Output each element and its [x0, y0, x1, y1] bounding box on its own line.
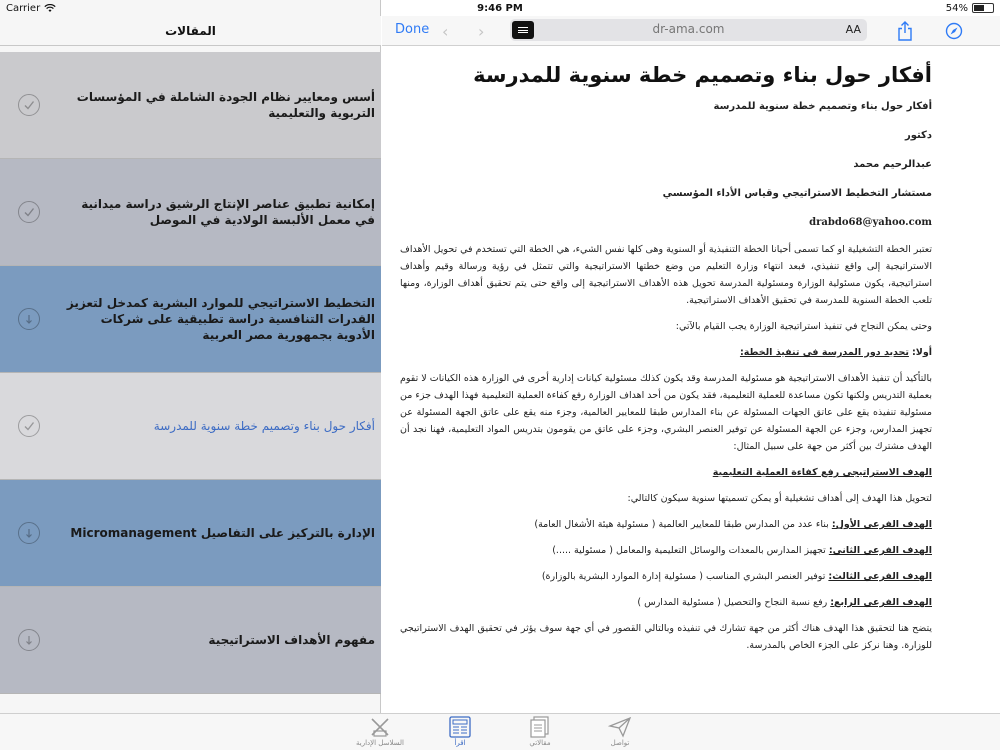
article-subtitle: أفكار حول بناء وتصميم خطة سنوية للمدرسة — [713, 101, 932, 112]
send-icon — [608, 716, 632, 738]
carrier-label: Carrier — [6, 2, 41, 14]
author-title: دكتور — [904, 130, 932, 141]
article-title: أفكار حول بناء وتصميم خطة سنوية للمدرسة — [153, 419, 375, 433]
forward-button[interactable]: › — [478, 22, 485, 41]
list-item[interactable] — [0, 480, 381, 587]
sub-goal-label: الهدف الفرعي الثالث: — [828, 571, 932, 582]
author-role: مستشار التخطيط الاستراتيجي وقياس الأداء المؤسسي — [662, 188, 932, 199]
goal-heading: الهدف الاستراتيجي رفع كفاءة العملية التعليمية — [712, 467, 932, 478]
tab-read[interactable] — [425, 716, 495, 747]
tab-label: السلاسل الإدارية — [356, 739, 404, 747]
sub-goal-4 — [400, 594, 932, 611]
download-icon — [18, 629, 40, 651]
article-title: الإدارة بالتركيز على التفاصيل Micromanagement — [70, 526, 375, 540]
list-item[interactable] — [0, 52, 381, 159]
address-bar[interactable] — [510, 19, 867, 41]
articles-header — [0, 16, 381, 46]
browser-toolbar — [382, 16, 1000, 46]
article-title: التخطيط الاستراتيجي للموارد البشرية كمدخل لتعزيز القدرات التنافسية دراسة تطبيقية على شركات الأدوية بجمهورية مصر العربية — [66, 296, 375, 342]
list-item[interactable] — [0, 159, 381, 266]
articles-title: المقالات — [165, 23, 216, 38]
sub-goal-text: بناء عدد من المدارس طبقا للمعايير العالمية ( مسئولية هيئة الأشغال العامة) — [534, 519, 829, 530]
sub-goal-label: الهدف الفرعي الثاني: — [828, 545, 932, 556]
paragraph-2: وحتى يمكن النجاح في تنفيذ استراتيجية الوزارة يجب القيام بالآتي: — [675, 321, 932, 332]
paragraph-4: لتحويل هذا الهدف إلى أهداف تشغيلية أو يمكن تسميتها سنوية سيكون كالتالي: — [627, 493, 932, 504]
tools-icon — [368, 716, 392, 738]
download-icon — [18, 308, 40, 330]
sub-goal-label: الهدف الفرعي الرابع: — [830, 597, 932, 608]
sub-goal-text: تجهيز المدارس بالمعدات والوسائل التعليمية والمعامل ( مسئولية .....) — [552, 545, 826, 556]
status-bar — [0, 0, 1000, 16]
list-item[interactable] — [0, 587, 381, 694]
tab-my-articles[interactable] — [505, 716, 575, 747]
compass-icon[interactable] — [945, 22, 963, 40]
text-size-button[interactable]: AA — [845, 23, 861, 36]
tab-series[interactable] — [345, 716, 415, 747]
browser-pane — [382, 0, 1000, 713]
sub-goal-label: الهدف الفرعي الأول: — [831, 519, 932, 530]
list-item-active[interactable] — [0, 373, 381, 480]
download-icon — [18, 522, 40, 544]
paragraph-5: يتضح هنا لتحقيق هذا الهدف هناك أكثر من جهة تشارك في تنفيذه وبالتالي القصور في أي جهة سوف يؤثر في تحقيق الهدف الاستراتيجي للوزارة. وهنا نركز على الجزء الخاص بالمدرسة. — [400, 623, 932, 651]
tab-label: مقالاتي — [529, 739, 551, 747]
done-button[interactable]: Done — [395, 22, 430, 37]
articles-panel — [0, 0, 381, 713]
list-item[interactable] — [0, 266, 381, 373]
author-name: عبدالرحيم محمد — [853, 159, 932, 170]
status-time: 9:46 PM — [477, 2, 523, 14]
tab-bar — [0, 713, 1000, 750]
section-heading-1 — [400, 344, 932, 361]
paragraph-3: بالتأكيد أن تنفيذ الأهداف الاستراتيجية هو مسئولية المدرسة وقد يكون كذلك مسئولية كيانات إدارية أخرى في الوزارة هذه الكيانات لا تقوم بعملية التدريس ولكنها تكون مساعدة للعملية التعليمية، فقد يكون من أحد اهداف الوزارة رفع كفاءة العملية التعليمية فهذا الهدف جزء من مسئولية تنفيذه يقع على عاتق الجهات المسئولة عن بناء المدارس طبقا للمعايير العالمية، وجزء منه يقع على عاتق الجهة المسئولة عن تجهيز المدارس، وجزء عن الجهة المسئولة عن توفير العنصر البشري، وجزء على عاتق من يقومون بتدريس المواد التعليمية، فهنا نجد أن الهدف مشترك بين أكثر من جهة على سبيل المثال: — [400, 373, 932, 452]
section-prefix: أولا: — [911, 347, 932, 358]
battery-icon — [972, 3, 994, 13]
sub-goal-1 — [400, 516, 932, 533]
battery-percent: 54% — [945, 2, 968, 14]
sub-goal-text: رفع نسبة النجاح والتحصيل ( مسئولية المدارس ) — [637, 597, 828, 608]
paragraph-1: تعتبر الخطة التشغيلية او كما تسمى أحيانا الخطة التنفيذية أو السنوية وهى كلها نفس الشيء، هي الخطة التي تستخدم في تحويل الأهداف الاستراتيجية إلى واقع تنفيذي، فبعد انتهاء وزارة التعليم من وضع خطتها الاستراتيجية والتي تتمثل في رؤية ورسالة وقيم وأهداف استراتيجية، يكون مسئولية الوزارة ومسئولية المدرسة تحويل هذه الأهداف الاستراتيجية إلى واقع حتى يتم تحقيق أهداف الوزارة، ومنها تلعب الخطة السنوية للمدرسة في تحقيق الأهداف الاستراتيجية. — [400, 244, 932, 306]
tab-label: اقرأ — [454, 739, 466, 747]
checkmark-icon — [18, 201, 40, 223]
article-title: إمكانية تطبيق عناصر الإنتاج الرشيق دراسة ميدانية في معمل الألبسة الولادية في الموصل — [81, 197, 375, 227]
tab-contact[interactable] — [585, 716, 655, 747]
back-button[interactable]: ‹ — [442, 22, 449, 41]
url-text: dr-ama.com — [652, 22, 725, 36]
battery-level — [974, 5, 984, 11]
article-content — [400, 58, 932, 663]
sub-goal-3 — [400, 568, 932, 585]
sub-goal-2 — [400, 542, 932, 559]
author-email[interactable]: drabdo68@yahoo.com — [809, 217, 932, 228]
checkmark-icon — [18, 94, 40, 116]
articles-list — [0, 52, 381, 694]
documents-icon — [528, 716, 552, 738]
article-title: أسس ومعايير نظام الجودة الشاملة في المؤسسات التربوية والتعليمية — [76, 90, 375, 120]
article-title: مفهوم الأهداف الاستراتيجية — [208, 633, 375, 647]
share-icon[interactable] — [897, 21, 913, 41]
section-title: تحديد دور المدرسة في تنفيذ الخطة: — [739, 347, 909, 358]
tab-label: تواصل — [610, 739, 630, 747]
checkmark-icon — [18, 415, 40, 437]
newspaper-icon — [448, 716, 472, 738]
sub-goal-text: توفير العنصر البشري المناسب ( مسئولية إدارة الموارد البشرية بالوزارة) — [541, 571, 826, 582]
article-headline: أفكار حول بناء وتصميم خطة سنوية للمدرسة — [473, 63, 932, 87]
